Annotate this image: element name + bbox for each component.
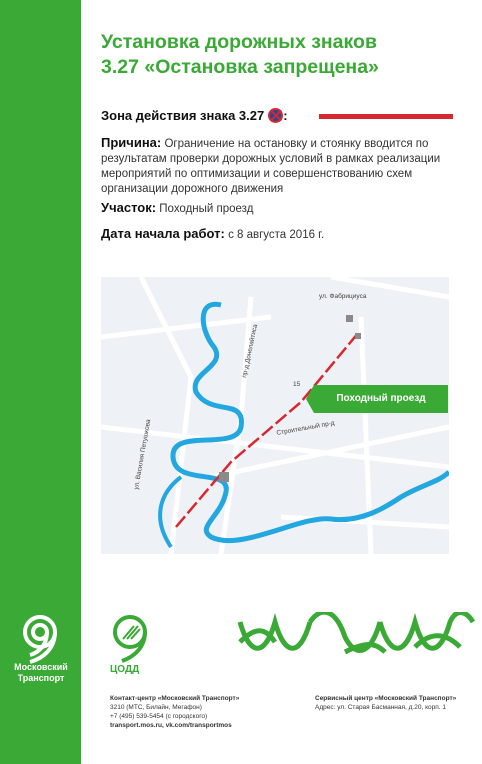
restriction-zone-line <box>176 332 359 527</box>
zone-row: Зона действия знака 3.27 : <box>101 108 288 123</box>
page-title <box>101 30 471 80</box>
reason-text: Ограничение на остановку и стоянку вводится по результатам проверки дорожных условий в рамках реализации мероприятий по оптимизации и совершенствованию схем организации дорожного движения <box>101 138 441 195</box>
contact-phone-city: +7 (495) 539-5454 (с городского) <box>110 713 208 720</box>
contact-links[interactable]: transport.mos.ru, vk.com/transportmos <box>110 722 232 729</box>
brand-name: Московский Транспорт <box>14 662 68 683</box>
title-line-2: 3.27 «Остановка запрещена» <box>101 56 379 78</box>
section-text: Походный проезд <box>159 203 254 215</box>
reason-row <box>101 135 451 197</box>
contact-title: Контакт-центр «Московский Транспорт» <box>110 695 240 702</box>
street-label-fabrichnaya: ул. Фабрициуса <box>319 293 367 300</box>
map-callout: Походный проезд <box>314 385 448 413</box>
zone-label: Зона действия знака 3.27 <box>101 108 265 123</box>
start-row <box>101 226 324 243</box>
start-label: Дата начала работ: <box>101 226 225 241</box>
contact-center-block <box>110 694 300 730</box>
codd-label: ЦОДД <box>110 664 140 675</box>
building <box>219 472 229 482</box>
street-label-stroitelny: Строительный пр-д <box>276 419 336 437</box>
location-map <box>101 277 449 554</box>
building <box>346 315 353 322</box>
codd-logo-icon <box>108 612 152 672</box>
section-label: Участок: <box>101 200 157 215</box>
decorative-wave-pattern <box>235 612 475 662</box>
map-drawing <box>101 277 449 554</box>
reason-label: Причина: <box>101 135 162 150</box>
map-streets <box>101 277 449 554</box>
house-number: 15 <box>293 381 301 388</box>
building <box>355 333 361 339</box>
section-row <box>101 200 253 217</box>
street-label-petushkova: ул. Василия Петушкова <box>133 418 153 491</box>
river <box>173 304 449 540</box>
street-label-domanitskogo: пр-д Донелайтиса <box>241 323 260 379</box>
no-stopping-sign-icon <box>268 108 283 123</box>
service-center-block <box>315 694 475 712</box>
zone-line-legend <box>319 114 453 119</box>
title-line-1: Установка дорожных знаков <box>101 31 377 53</box>
contact-phone-short: 3210 (МТС, Билайн, Мегафон) <box>110 704 202 711</box>
service-address: Адрес: ул. Старая Басманная, д.20, корп. 1 <box>315 704 446 711</box>
service-title: Сервисный центр «Московский Транспорт» <box>315 695 457 702</box>
brand-sidebar <box>0 0 81 764</box>
start-text: с 8 августа 2016 г. <box>228 229 325 241</box>
